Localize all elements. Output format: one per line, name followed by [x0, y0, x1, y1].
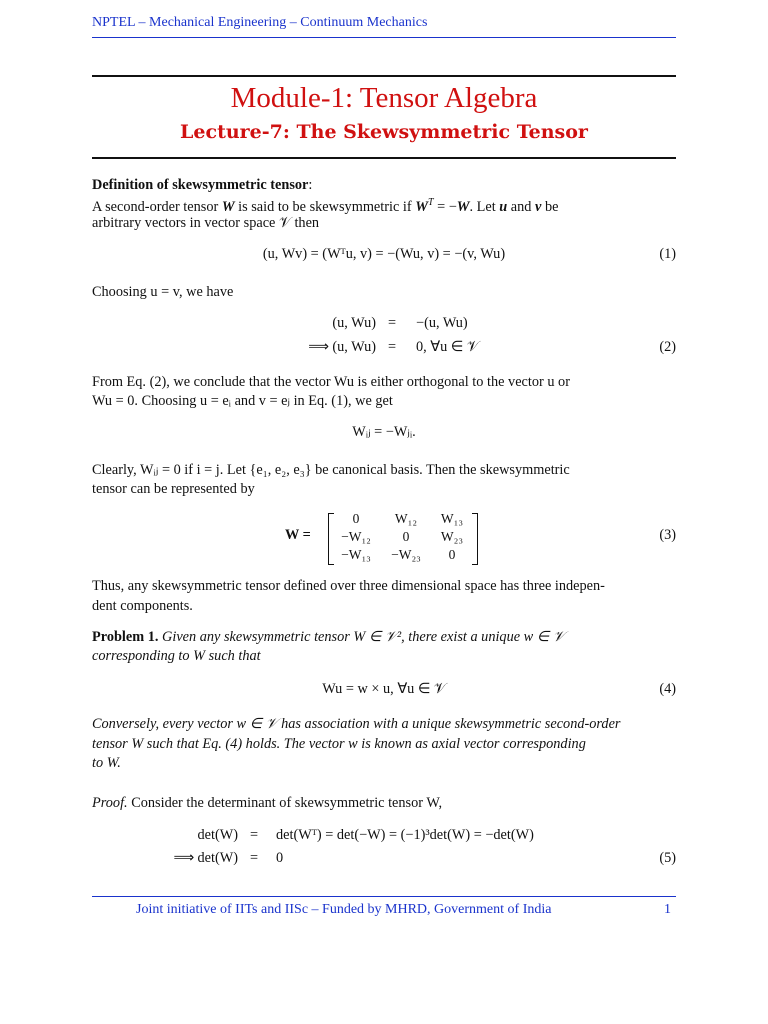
- footer-text: Joint initiative of IITs and IISc – Funded by MHRD, Government of India: [136, 902, 552, 917]
- footer-rule: [92, 896, 676, 897]
- equation-1-number: (1): [659, 246, 676, 262]
- equation-3-number: (3): [659, 527, 676, 543]
- header-rule: [92, 37, 676, 38]
- para-3-line-2: tensor can be represented by: [92, 481, 255, 497]
- page-number: 1: [664, 902, 671, 917]
- choosing-text: Choosing u = v, we have: [92, 284, 234, 300]
- equation-4: Wu = w × u, ∀u ∈ 𝒱: [322, 681, 446, 697]
- equation-3-lhs: W =: [285, 527, 311, 543]
- equation-4-number: (4): [659, 681, 676, 697]
- equation-wij: Wᵢⱼ = −Wⱼᵢ.: [352, 424, 416, 440]
- equation-5-number: (5): [659, 850, 676, 866]
- problem-line-1: Problem 1. Given any skewsymmetric tensor W ∈ 𝒱², there exist a unique w ∈ 𝒱: [92, 629, 565, 645]
- para-4-line-2: dent components.: [92, 598, 193, 614]
- definition-heading: Definition of skewsymmetric tensor:: [92, 177, 313, 193]
- lecture-title: Lecture-7: The Skewsymmetric Tensor: [180, 121, 588, 143]
- definition-line-1: A second-order tensor W is said to be skewsymmetric if $W^T = -W$. Let u and v be: [92, 197, 559, 215]
- problem-line-2: corresponding to W such that: [92, 648, 261, 664]
- module-title: Module-1: Tensor Algebra: [230, 82, 538, 114]
- equation-2-number: (2): [659, 339, 676, 355]
- converse-line-1: Conversely, every vector w ∈ 𝒱 has association with a unique skewsymmetric second-order: [92, 716, 621, 732]
- para-3-line-1: Clearly, Wᵢⱼ = 0 if i = j. Let {e₁, e₂, e₃} be canonical basis. Then the skewsymmetric: [92, 462, 570, 478]
- definition-line-2: arbitrary vectors in vector space 𝒱 then: [92, 215, 320, 231]
- title-rule-top: [92, 75, 676, 77]
- para-2-line-1: From Eq. (2), we conclude that the vector Wu is either orthogonal to the vector u or: [92, 374, 570, 390]
- equation-1: (u, Wv) = (Wᵀu, v) = −(Wu, v) = −(v, Wu): [262, 246, 506, 262]
- converse-line-2: tensor W such that Eq. (4) holds. The vector w is known as axial vector corresponding: [92, 736, 586, 752]
- para-4-line-1: Thus, any skewsymmetric tensor defined over three dimensional space has three indepen-: [92, 578, 605, 594]
- proof-line: Proof. Consider the determinant of skewsymmetric tensor W,: [92, 795, 443, 811]
- title-rule-bottom: [92, 157, 676, 159]
- matrix-3x3: 0 W₁₂ W₁₃ −W₁₂ 0 W₂₃ −W₁₃ −W₂₃ 0: [341, 511, 464, 562]
- converse-line-3: to W.: [92, 755, 121, 771]
- para-2-line-2: Wu = 0. Choosing u = eᵢ and v = eⱼ in Eq. (1), we get: [92, 393, 393, 409]
- running-header: NPTEL – Mechanical Engineering – Continuum Mechanics: [92, 15, 428, 30]
